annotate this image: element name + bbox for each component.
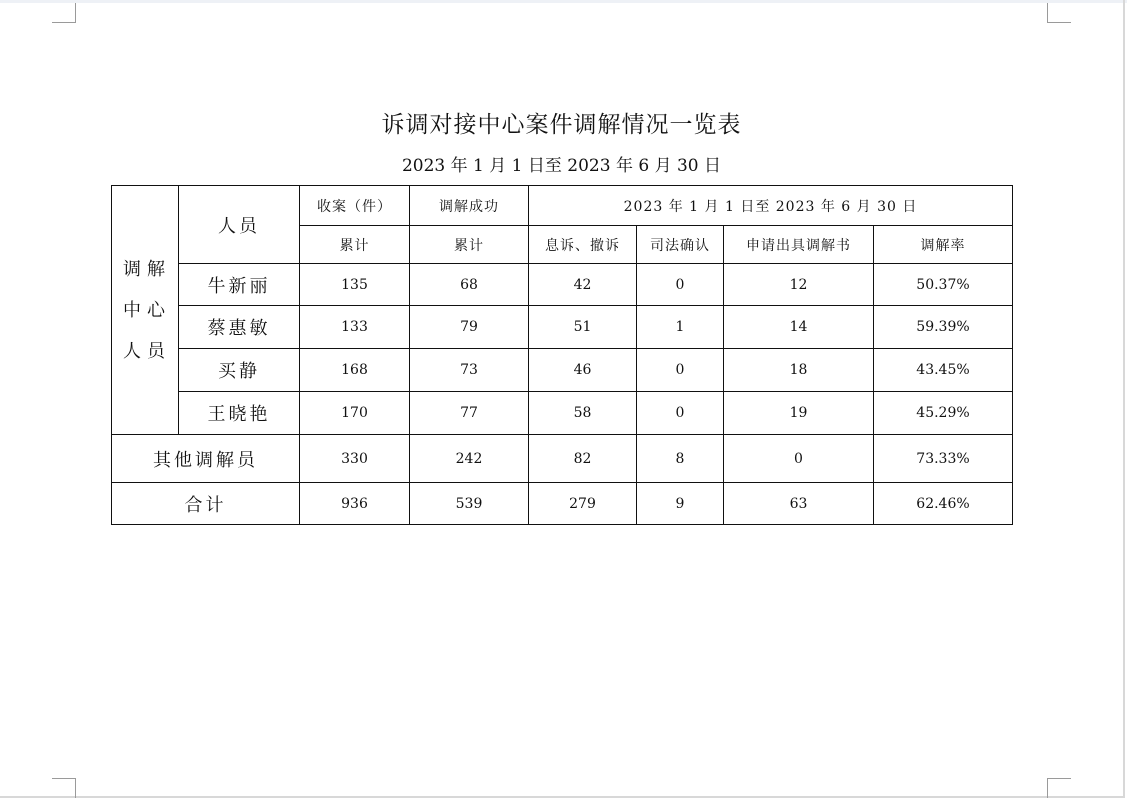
agreement-header: 申请出具调解书 [724,226,874,264]
judicial-value: 0 [637,349,724,392]
total-label: 合计 [112,483,300,525]
crop-mark-bottom-right [1047,778,1071,798]
mediated-value: 242 [410,435,529,483]
table-row [112,349,1013,392]
judicial-header: 司法确认 [637,226,724,264]
agreement-value: 63 [724,483,874,525]
rate-value: 59.39% [874,306,1013,349]
withdrawn-value: 279 [529,483,637,525]
withdrawn-value: 51 [529,306,637,349]
withdrawn-value: 42 [529,264,637,306]
rate-value: 50.37% [874,264,1013,306]
judicial-value: 0 [637,264,724,306]
judicial-value: 8 [637,435,724,483]
mediation-table [111,185,1013,525]
crop-mark-bottom-left [52,778,76,798]
received-value: 133 [300,306,410,349]
agreement-value: 14 [724,306,874,349]
document-title: 诉调对接中心案件调解情况一览表 [381,112,742,138]
mediated-value: 68 [410,264,529,306]
mediated-value: 79 [410,306,529,349]
agreement-value: 12 [724,264,874,306]
rate-value: 45.29% [874,392,1013,435]
table-row [112,392,1013,435]
others-label: 其他调解员 [112,435,300,483]
mediated-header: 调解成功 [410,186,529,226]
table-row [112,264,1013,306]
group-label: 调解 中心 人员 [123,258,171,362]
header-row-1 [112,186,1013,226]
judicial-value: 1 [637,306,724,349]
withdrawn-header: 息诉、撤诉 [529,226,637,264]
person-name: 牛新丽 [179,264,300,306]
mediated-value: 73 [410,349,529,392]
person-name: 买静 [179,349,300,392]
mediated-value: 539 [410,483,529,525]
received-value: 330 [300,435,410,483]
cumulative-header-1: 累计 [300,226,410,264]
others-row [112,435,1013,483]
agreement-value: 19 [724,392,874,435]
rate-value: 43.45% [874,349,1013,392]
period-header: 2023 年 1 月 1 日至 2023 年 6 月 30 日 [529,186,1013,226]
crop-mark-top-right [1047,3,1071,23]
group-label-cell [112,186,179,435]
judicial-value: 9 [637,483,724,525]
person-name: 蔡惠敏 [179,306,300,349]
received-header: 收案（件） [300,186,410,226]
agreement-value: 18 [724,349,874,392]
person-name: 王晓艳 [179,392,300,435]
rate-header: 调解率 [874,226,1013,264]
total-row [112,483,1013,525]
mediated-value: 77 [410,392,529,435]
document-subtitle: 2023 年 1 月 1 日至 2023 年 6 月 30 日 [401,156,722,176]
received-value: 170 [300,392,410,435]
withdrawn-value: 46 [529,349,637,392]
received-value: 936 [300,483,410,525]
table-row [112,306,1013,349]
rate-value: 62.46% [874,483,1013,525]
cumulative-header-2: 累计 [410,226,529,264]
crop-mark-top-left [52,3,76,23]
withdrawn-value: 58 [529,392,637,435]
rate-value: 73.33% [874,435,1013,483]
withdrawn-value: 82 [529,435,637,483]
agreement-value: 0 [724,435,874,483]
received-value: 168 [300,349,410,392]
judicial-value: 0 [637,392,724,435]
personnel-header: 人员 [179,186,300,264]
received-value: 135 [300,264,410,306]
